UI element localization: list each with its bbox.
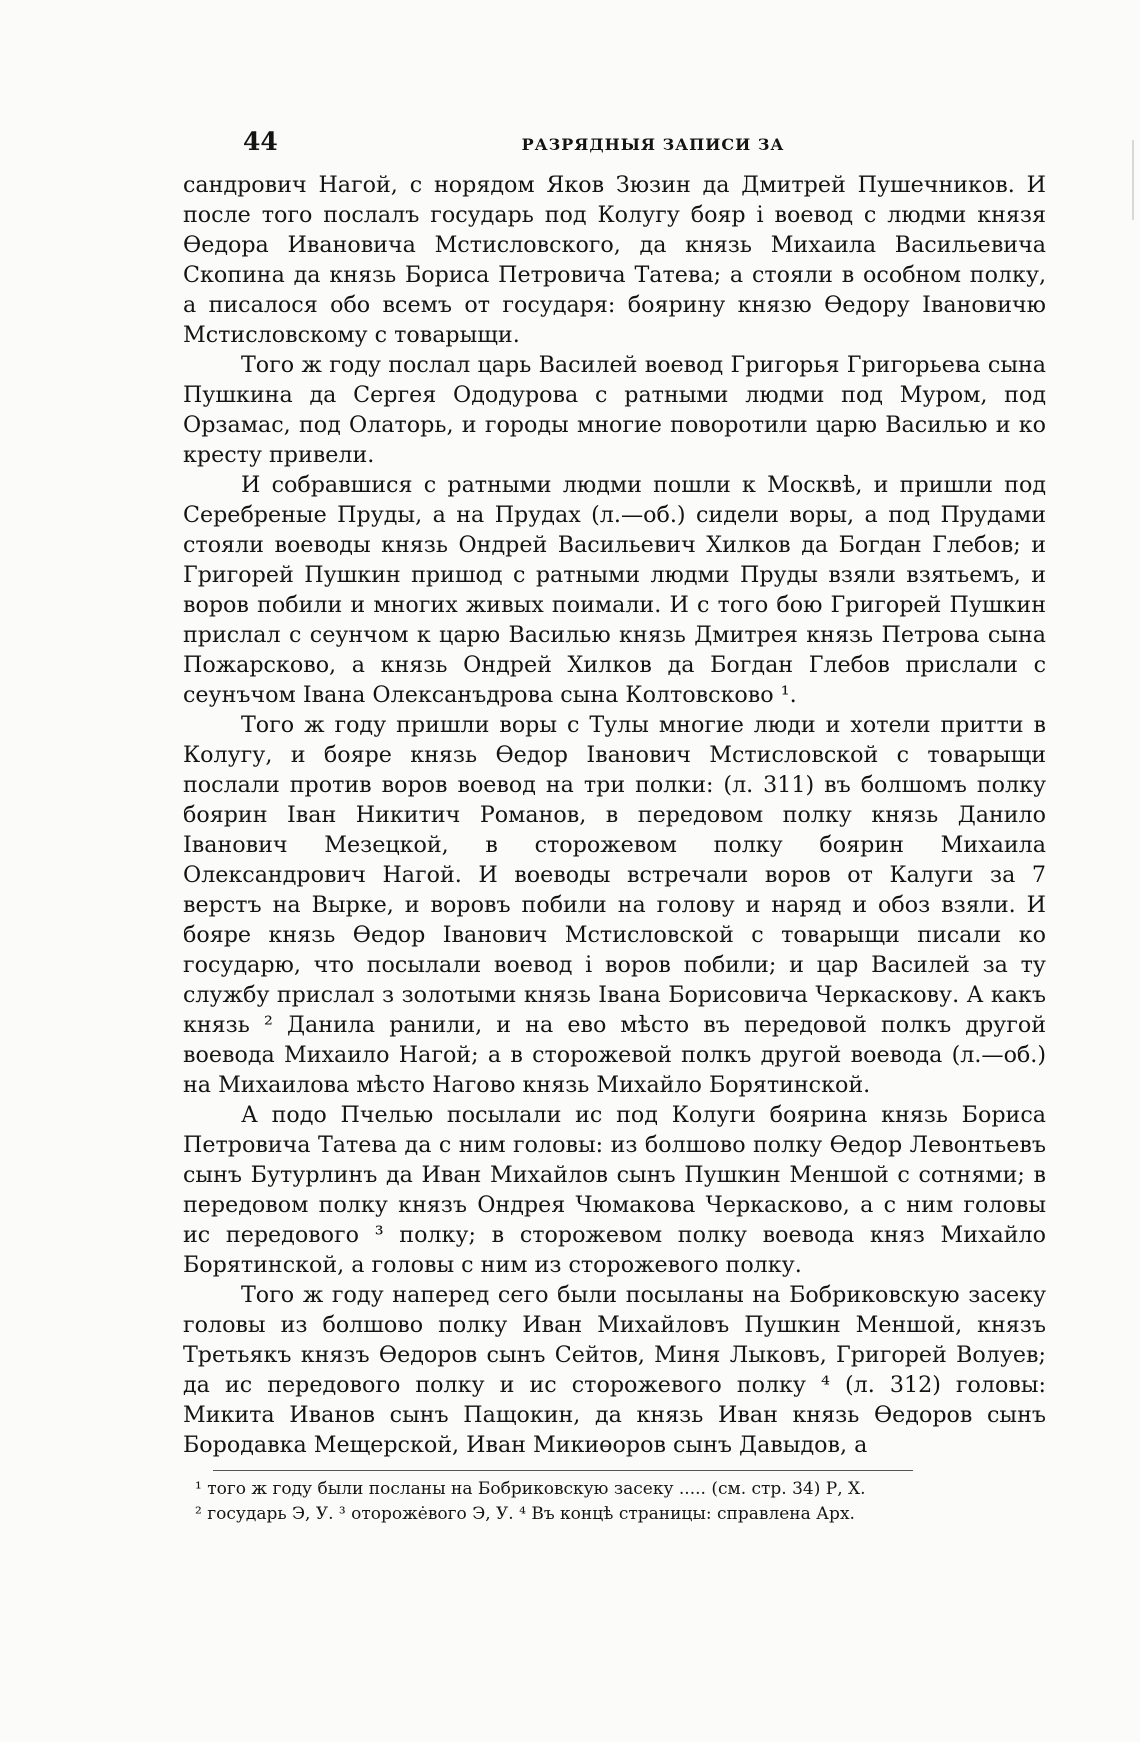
scan-edge-mark	[1132, 140, 1134, 220]
paragraph-6: Того ж году наперед сего были посыланы на Бобриковскую засеку головы из болшово полку Иван Михайловъ Пушкин Меншой, князъ Третьякъ князъ Өедоров сынъ Сейтов, Миня Лыковъ, Григорей Волуев; да ис передового полку и ис сторожевого полку ⁴ (л. 312) головы: Микита Иванов сынъ Пащокин, да князь Иван князь Өедоров сынъ Бородавка Мещерской, Иван Микиөоров сынъ Давыдов, а	[183, 1282, 1046, 1458]
paragraph-5: А подо Пчелью посылали ис под Колуги боярина князь Бориса Петровича Татева да с ним головы: из болшово полку Өедор Левонтьевъ сынъ Бутурлинъ да Иван Михайлов сынъ Пушкин Меншой с сотнями; в передовом полку князъ Ондрея Чюмакова Черкасково, а с ним головы ис передового ³ полку; в сторожевом полку воевода княз Михайло Борятинской, а головы с ним из сторожевого полку.	[183, 1102, 1046, 1278]
page-number: 44	[243, 127, 278, 156]
footnotes	[183, 1477, 1046, 1527]
paragraph-2: Того ж году послал царь Василей воевод Григорья Григорьева сына Пушкина да Сергея Ододурова с ратными людми под Муром, под Орзамас, под Олаторь, и городы многие поворотили царю Василью и ко кресту привели.	[183, 352, 1046, 468]
footnote-1: ¹ того ж году были посланы на Бобриковскую засеку ..... (см. стр. 34) Р, Х.	[195, 1479, 866, 1499]
footnote-2: ² государь Э, У. ³ отороже̇вого Э, У. ⁴ Въ концѣ страницы: справлена Арх.	[195, 1504, 855, 1524]
paragraph-1: сандрович Нагой, с норядом Яков Зюзин да Дмитрей Пушечников. И после того послалъ государь под Колугу бояр і воевод с людми князя Өедора Ивановича Мстисловского, да князь Михаила Васильевича Скопина да князь Бориса Петровича Татева; а стояли в особном полку, а писалося обо всемъ от государя: боярину князю Өедору Івановичю Мстисловскому с товарыщи.	[183, 172, 1046, 348]
footnote-divider	[213, 1470, 913, 1471]
paragraph-4: Того ж году пришли воры с Тулы многие люди и хотели притти в Колугу, и бояре князь Өедор Іванович Мстисловской с товарыщи послали против воров воевод на три полки: (л. 311) въ болшомъ полку боярин Іван Никитич Романов, в передовом полку князь Данило Іванович Мезецкой, в сторожевом полку боярин Михаила Олександрович Нагой. И воеводы встречали воров от Калуги за 7 верстъ на Вырке, и воровъ побили на голову и наряд и обоз взяли. И бояре князь Өедор Іванович Мстисловской с товарыщи писали ко государю, что посылали воевод і воров побили; и цар Василей за ту службу прислал з золотыми князь Івана Борисовича Черкаскову. А какъ князь ² Данила ранили, и на ево мѣсто въ передовой полкъ другой воевода Михаило Нагой; а в сторожевой полкъ другой воевода (л.—об.) на Михаилова мѣсто Нагово князь Михайло Борятинской.	[183, 712, 1046, 1098]
body-text	[183, 170, 1046, 1460]
running-title: РАЗРЯДНЫЯ ЗАПИСИ ЗА	[521, 135, 785, 154]
paragraph-3: И собравшися с ратными людми пошли к Москвѣ, и пришли под Серебреные Пруды, а на Прудах (л.—об.) сидели воры, а под Прудами стояли воеводы князь Ондрей Васильевич Хилков да Богдан Глебов; и Григорей Пушкин пришод с ратными людми Пруды взяли взятьемъ, и воров побили и многих живых поимали. И с того бою Григорей Пушкин прислал с сеунчом к царю Василью князь Дмитрея князь Петрова сына Пожарсково, а князь Ондрей Хилков да Богдан Глебов прислали с сеунъчом Івана Олексанъдрова сына Колтовсково ¹.	[183, 472, 1046, 708]
page-header	[183, 118, 1046, 158]
document-page	[183, 118, 1046, 1527]
